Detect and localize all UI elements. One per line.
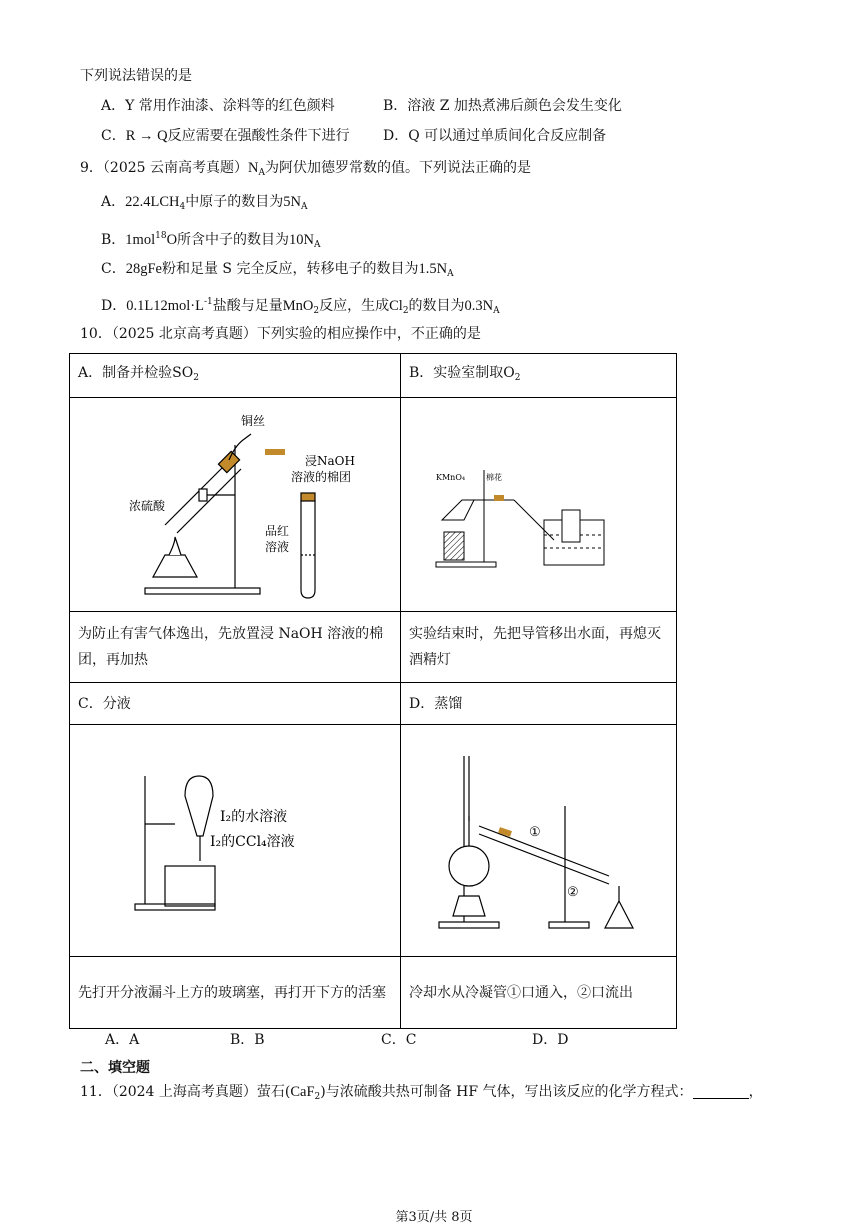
label-i2-water: I₂的水溶液	[220, 808, 288, 825]
option-9d: D．$0.1L12mol\cdot L^{-1}$盐酸与足量MnO$_2$反应，生成$Cl_2$的数目为$0.3N_A$	[101, 297, 500, 316]
option-8a: A．Y 常用作油漆、涂料等的红色颜料	[101, 98, 335, 114]
cell-a-operation: 为防止有害气体逸出，先放置浸 NaOH 溶液的棉团，再加热	[70, 612, 401, 683]
distillation-figure	[419, 746, 659, 936]
question-intro: 下列说法错误的是	[80, 68, 192, 84]
cell-d-figure	[401, 725, 677, 957]
o2-apparatus-figure	[434, 440, 644, 570]
answer-c: C．C	[381, 1032, 417, 1048]
option-9b: B．1mol$^{18}$O所含中子的数目为$10N_A$	[101, 231, 321, 250]
option-8d: D．Q 可以通过单质间化合反应制备	[383, 128, 607, 144]
question-10-stem: 10．（2025 北京高考真题）下列实验的相应操作中，不正确的是	[80, 326, 481, 342]
label-naoh-1: 浸NaOH	[305, 453, 355, 468]
label-red-2: 溶液	[265, 539, 290, 554]
cell-c-title: C．分液	[70, 683, 401, 725]
cell-d-title: D．蒸馏	[401, 683, 677, 725]
label-copper-wire: 铜丝	[241, 413, 266, 428]
cell-b-operation: 实验结束时，先把导管移出水面，再熄灭酒精灯	[401, 612, 677, 683]
page-footer: 第3页/共 8页	[395, 1210, 473, 1225]
label-i2-ccl4: I₂的CCl₄溶液	[210, 833, 295, 850]
option-8c: C．R → Q反应需要在强酸性条件下进行	[101, 128, 350, 144]
label-red-1: 品红	[265, 523, 290, 538]
label-port-2: ②	[566, 884, 579, 900]
cell-a-figure	[70, 398, 401, 612]
label-cotton: 棉花	[485, 472, 502, 482]
option-8b: B．溶液 Z 加热煮沸后颜色会发生变化	[383, 98, 622, 114]
experiment-table	[69, 353, 677, 1029]
cell-c-figure	[70, 725, 401, 957]
cell-a-title: A．制备并检验$SO_2$	[70, 354, 401, 398]
cell-c-operation: 先打开分液漏斗上方的玻璃塞，再打开下方的活塞	[70, 957, 401, 1029]
cell-b-figure	[401, 398, 677, 612]
cell-d-operation: 冷却水从冷凝管①口通入，②口流出	[401, 957, 677, 1029]
label-naoh-2: 溶液的棉团	[291, 469, 352, 484]
label-kmno4: KMnO₄	[435, 472, 465, 482]
answer-b: B．B	[230, 1032, 265, 1048]
label-conc-acid: 浓硫酸	[129, 498, 166, 513]
question-9-stem: 9．（2025 云南高考真题）$N_A$为阿伏加德罗常数的值。下列说法正确的是	[80, 160, 531, 178]
answer-d: D．D	[532, 1032, 569, 1048]
question-11: 11．（2024 上海高考真题）萤石(CaF$_2$)与浓硫酸共热可制备 HF 气体，写出该反应的化学方程式： ，	[80, 1084, 763, 1102]
option-9a: A．$22.4LCH_4$中原子的数目为$5N_A$	[101, 194, 308, 212]
option-9c: C．28gFe粉和足量 S 完全反应，转移电子的数目为$1.5N_A$	[101, 261, 454, 279]
answer-a: A．A	[105, 1032, 140, 1048]
label-port-1: ①	[528, 824, 541, 840]
separation-figure	[125, 766, 345, 916]
answer-blank[interactable]	[693, 1084, 749, 1099]
so2-apparatus-figure	[125, 405, 355, 605]
cell-b-title: B．实验室制取$O_2$	[401, 354, 677, 398]
section-heading: 二、填空题	[80, 1060, 150, 1076]
